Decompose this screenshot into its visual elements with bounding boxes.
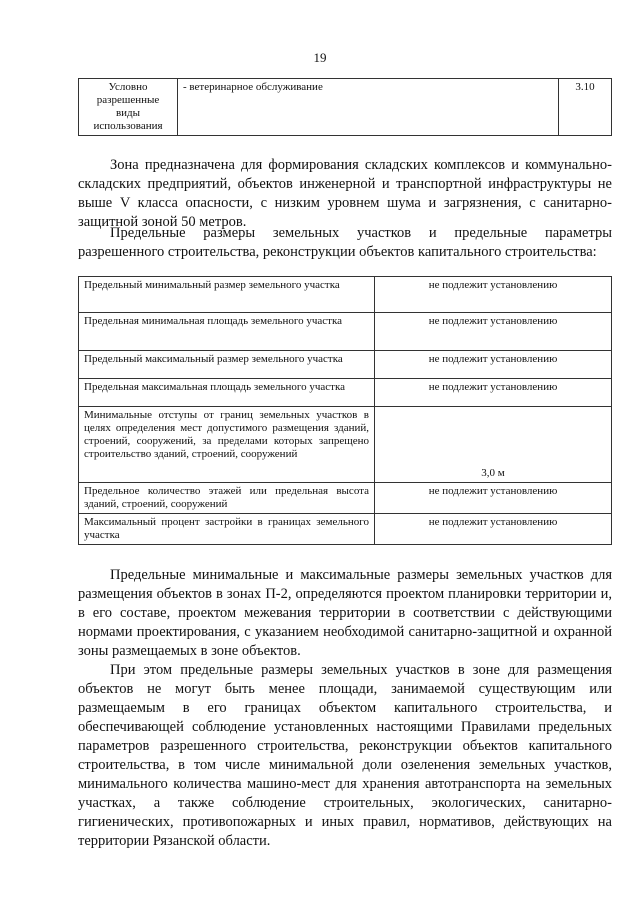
param-value: не подлежит установлению [375,277,612,313]
param-name: Максимальный процент застройки в границах земельного участка [79,514,375,545]
conditional-uses-table [78,78,612,136]
parameters-table [78,276,612,545]
params-intro-paragraph: Предельные размеры земельных участков и предельные параметры разрешенного строительства, реконструкции объектов капитального строительства: [78,225,612,260]
param-value: 3,0 м [375,407,612,483]
table-row [79,514,612,545]
param-name: Предельный минимальный размер земельного участка [79,277,375,313]
zone-purpose-paragraph: Зона предназначена для формирования складских комплексов и коммунально-складских предприятий, объектов инженерной и транспортной инфраструктуры не выше V класса опасности, с низким уровнем шума и загрязнения, с санитарно-защитной зоной 50 метров. [78,157,612,230]
conditional-use-item: - ветеринарное обслуживание [178,79,559,136]
conditional-uses-label: Условно разрешенные виды использования [79,79,178,136]
param-value: не подлежит установлению [375,514,612,545]
page-number: 19 [313,50,327,65]
param-value: не подлежит установлению [375,351,612,379]
param-name: Предельное количество этажей или предельная высота зданий, строений, сооружений [79,483,375,514]
table-row [79,379,612,407]
table-row [79,407,612,483]
param-value: не подлежит установлению [375,483,612,514]
table-row [79,483,612,514]
table-row [79,79,612,136]
param-name: Предельная минимальная площадь земельного участка [79,313,375,351]
param-value: не подлежит установлению [375,379,612,407]
param-value: не подлежит установлению [375,313,612,351]
param-name: Предельный максимальный размер земельного участка [79,351,375,379]
sizes-constraint-paragraph: При этом предельные размеры земельных участков в зоне для размещения объектов не могут быть менее площади, занимаемой существующим или размещаемым в его границах объектом капитального строительства, и обеспечивающей соблюдение установленных настоящими Правилами предельных параметров разрешенного строительства, реконструкции объектов капитального строительства, в том числе минимальной доли озеленения земельных участков, минимального количества машино-мест для хранения автотранспорта на земельных участках, а также соблюдение строительных, экологических, санитарно-гигиенических, противопожарных и иных правил, нормативов, действующих на территории Рязанской области. [78,662,612,849]
param-name: Минимальные отступы от границ земельных участков в целях определения мест допустимого размещения зданий, строений, сооружений, за пределами которых запрещено строительство зданий, строений, сооружений [79,407,375,483]
conditional-use-code: 3.10 [559,79,612,136]
table-row [79,313,612,351]
table-row [79,277,612,313]
sizes-defined-paragraph: Предельные минимальные и максимальные размеры земельных участков для размещения объектов в зонах П-2, определяются проектом планировки территории и, в его составе, проектом межевания территории в соответствии с действующими нормами проектирования, с указанием необходимой санитарно-защитной и охранной зоны размещаемых в зоне объектов. [78,567,612,659]
param-name: Предельная максимальная площадь земельного участка [79,379,375,407]
table-row [79,351,612,379]
